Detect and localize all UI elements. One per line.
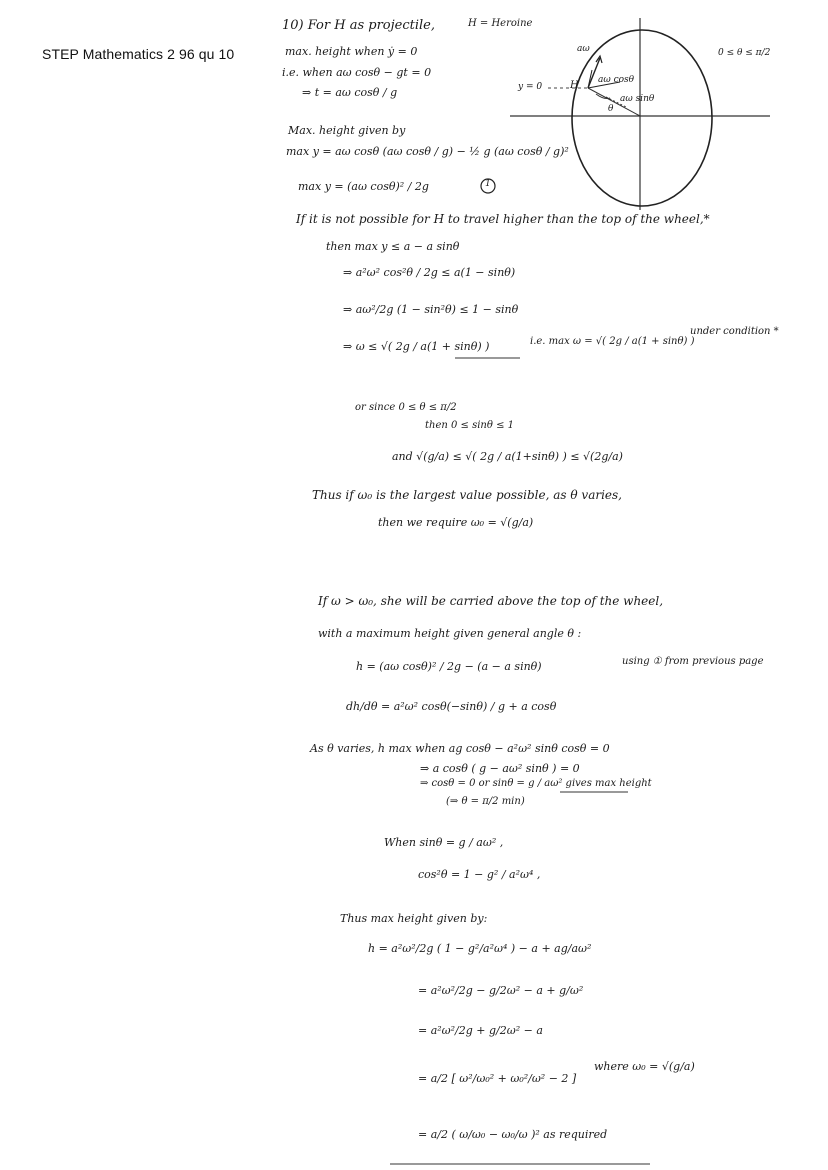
solution-line-11: ⇒ a²ω² cos²θ / 2g ≤ a(1 − sinθ) [343, 266, 516, 279]
solution-line-38: = a/2 ( ω/ω₀ − ω₀/ω )² as required [418, 1128, 608, 1141]
solution-line-17: then 0 ≤ sinθ ≤ 1 [425, 420, 514, 431]
solution-line-21: If ω > ω₀, she will be carried above the top of the wheel, [318, 594, 664, 608]
solution-line-36: = a/2 [ ω²/ω₀² + ω₀²/ω² − 2 ] [418, 1072, 577, 1085]
wheel-circle [572, 30, 712, 206]
solution-line-19: Thus if ω₀ is the largest value possible, as θ varies, [312, 488, 622, 502]
solution-line-20: then we require ω₀ = √(g/a) [378, 516, 534, 529]
solution-line-30: When sinθ = g / aω² , [384, 836, 504, 849]
solution-line-22: with a maximum height given general angle θ : [318, 627, 582, 640]
solution-line-13: ⇒ ω ≤ √( 2g / a(1 + sinθ) ) [343, 340, 490, 353]
solution-line-29: (⇒ θ = π/2 min) [446, 796, 525, 807]
diagram-theta-label: θ [608, 104, 614, 114]
diagram-sin-label: aω sinθ [620, 94, 655, 104]
solution-line-25: dh/dθ = a²ω² cosθ(−sinθ) / g + a cosθ [346, 700, 557, 713]
solution-line-07: max y = aω cosθ (aω cosθ / g) − ½ g (aω cosθ / g)² [286, 145, 569, 158]
solution-line-18: and √(g/a) ≤ √( 2g / a(1+sinθ) ) ≤ √(2g/a) [392, 450, 623, 463]
solution-line-32: Thus max height given by: [340, 912, 488, 925]
solution-line-26: As θ varies, h max when ag cosθ − a²ω² sinθ cosθ = 0 [310, 742, 610, 755]
solution-line-12: ⇒ aω²/2g (1 − sin²θ) ≤ 1 − sinθ [343, 303, 519, 316]
solution-line-35: = a²ω²/2g + g/2ω² − a [418, 1024, 543, 1037]
solution-line-14: i.e. max ω = √( 2g / a(1 + sinθ) ) [530, 336, 695, 347]
solution-line-10: then max y ≤ a − a sinθ [326, 240, 460, 253]
solution-line-01: 10) For H as projectile, [282, 18, 435, 33]
solution-line-34: = a²ω²/2g − g/2ω² − a + g/ω² [418, 984, 584, 997]
solution-line-31: cos²θ = 1 − g² / a²ω⁴ , [418, 868, 541, 881]
solution-line-08: max y = (aω cosθ)² / 2g [298, 180, 429, 193]
solution-line-15: under condition * [690, 326, 779, 337]
diagram-cos-label: aω cosθ [598, 75, 635, 85]
solution-line-04: i.e. when aω cosθ − gt = 0 [282, 66, 432, 79]
solution-line-16: or since 0 ≤ θ ≤ π/2 [355, 402, 457, 413]
document-title: STEP Mathematics 2 96 qu 10 [42, 46, 235, 62]
diagram-y-label: y = 0 [518, 82, 543, 92]
solution-line-24: using ① from previous page [622, 656, 764, 667]
solution-line-05: ⇒ t = aω cosθ / g [302, 86, 398, 99]
solution-line-03: max. height when ẏ = 0 [285, 45, 418, 58]
diagram-theta-range: 0 ≤ θ ≤ π/2 [718, 48, 771, 58]
solution-line-09: If it is not possible for H to travel higher than the top of the wheel,* [296, 212, 710, 226]
solution-line-02: H = Heroine [468, 18, 533, 29]
diagram-h-label: H [570, 80, 579, 91]
solution-line-28: ⇒ cosθ = 0 or sinθ = g / aω² gives max height [420, 778, 652, 789]
solution-line-27: ⇒ a cosθ ( g − aω² sinθ ) = 0 [420, 762, 580, 775]
diagram-velocity-label: aω [577, 44, 590, 54]
solution-line-33: h = a²ω²/2g ( 1 − g²/a²ω⁴ ) − a + ag/aω² [368, 942, 592, 955]
circled-one-label: 1 [485, 179, 491, 189]
solution-line-37: where ω₀ = √(g/a) [594, 1060, 695, 1073]
solution-line-06: Max. height given by [288, 124, 406, 137]
solution-line-23: h = (aω cosθ)² / 2g − (a − a sinθ) [356, 660, 542, 673]
